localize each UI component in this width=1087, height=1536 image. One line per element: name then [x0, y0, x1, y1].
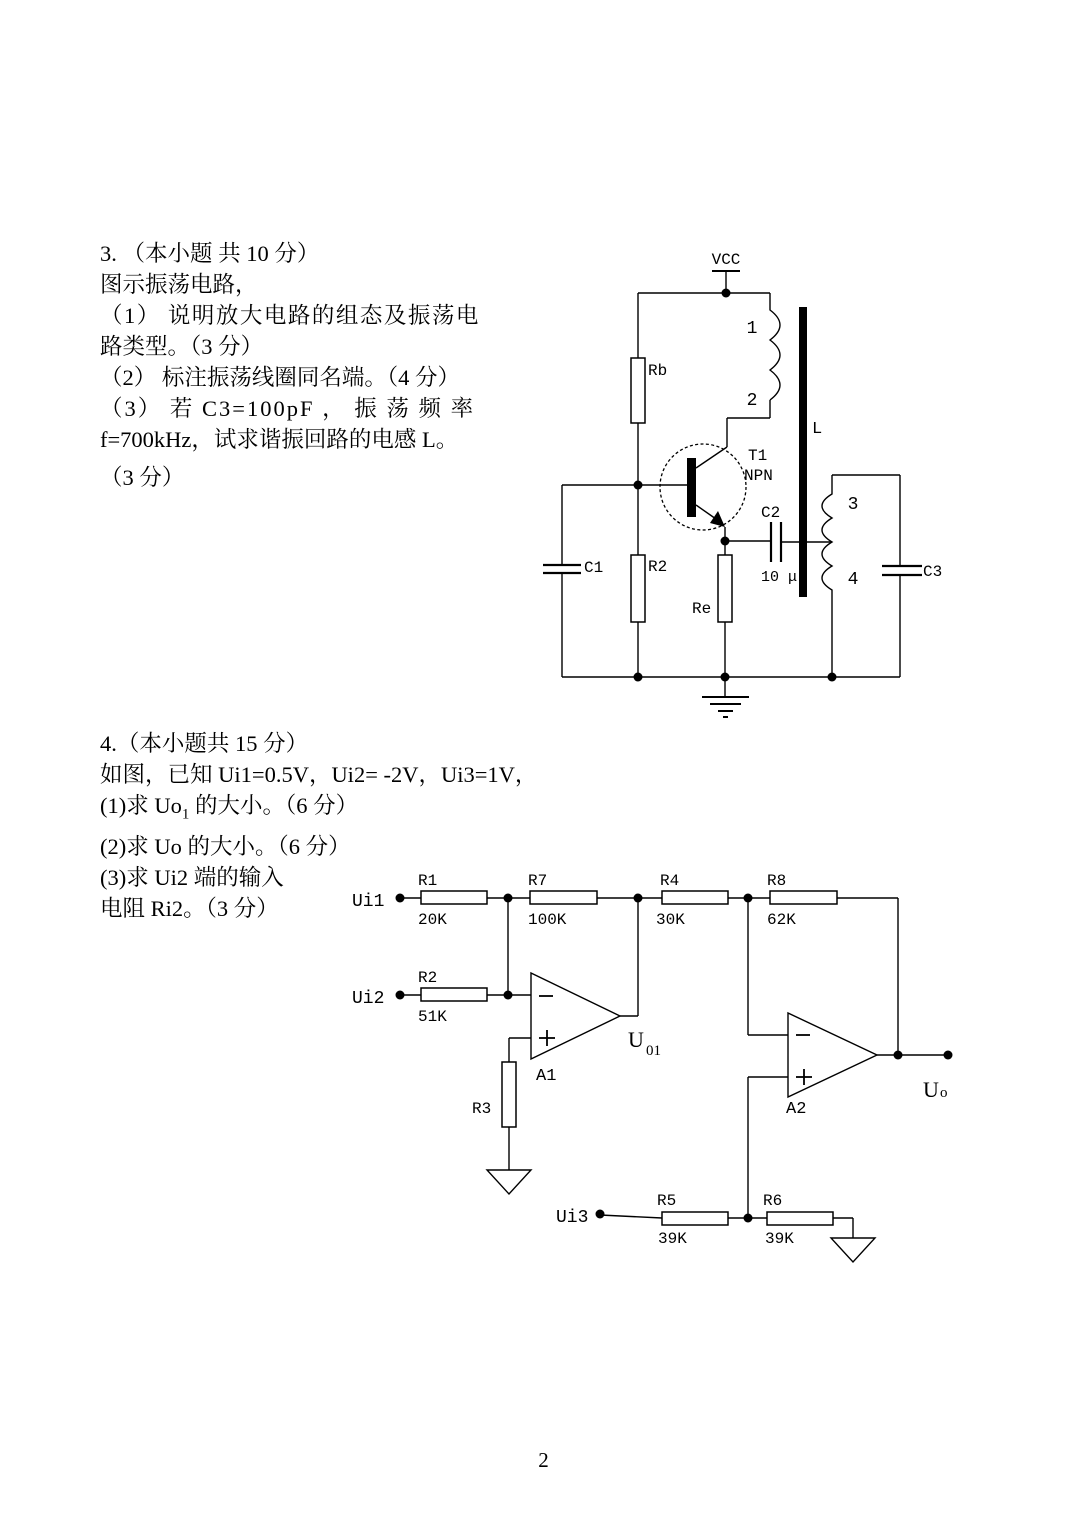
emitter-arrow	[710, 511, 725, 527]
ground-symbol	[831, 1238, 875, 1262]
ui2-terminal	[396, 991, 405, 1000]
q3-line: 3. （本小题 共 10 分）	[100, 241, 320, 266]
r4-label: R4	[660, 872, 680, 890]
r2-value: 51K	[418, 1008, 447, 1026]
coil-terminal-1-label: 1	[746, 319, 758, 339]
rb-label: Rb	[648, 362, 668, 380]
r5-label: R5	[657, 1192, 677, 1210]
c2-label: C2	[761, 504, 781, 522]
q3-line: （1） 说明放大电路的组态及振荡电	[100, 303, 480, 328]
npn-label: NPN	[744, 467, 773, 485]
r5-value: 39K	[658, 1230, 687, 1248]
r3-resistor	[502, 1062, 516, 1127]
q4-uo1-subscript: 1	[181, 806, 190, 823]
uo1-label	[628, 1027, 661, 1059]
q3-line: f=700kHz，试求谐振回路的电感 L。	[100, 427, 459, 452]
q4-line-uo1	[100, 790, 537, 831]
uo-label	[923, 1077, 948, 1102]
r1-resistor	[421, 891, 487, 904]
r6-value: 39K	[765, 1230, 794, 1248]
c3-label: C3	[923, 563, 943, 581]
coil-terminal-2-label: 2	[746, 391, 758, 411]
coil-terminal-3-label: 3	[847, 495, 859, 515]
q3-line: （3 分）	[100, 465, 185, 490]
q4-uo1-pre: (1)求 Uo	[100, 793, 182, 818]
q4-uo1-post: 的大小。（6 分）	[189, 793, 359, 818]
q3-line: （3） 若 C3=100pF ， 振 荡 频 率	[100, 396, 476, 421]
opamp-circuit-diagram	[340, 855, 990, 1285]
ui2-label: Ui2	[352, 989, 385, 1009]
r5-resistor	[662, 1212, 728, 1225]
r8-label: R8	[767, 872, 787, 890]
c1-label: C1	[584, 559, 604, 577]
q4-line: 如图，已知 Ui1=0.5V，Ui2= -2V，Ui3=1V，	[100, 762, 538, 787]
q4-line: 4.（本小题共 15 分）	[100, 731, 309, 756]
q4-line: (3)求 Ui2 端的输入	[100, 864, 284, 890]
a1-label: A1	[536, 1067, 557, 1086]
r7-label: R7	[528, 872, 548, 890]
t1-label: T1	[748, 447, 768, 465]
r6-resistor	[767, 1212, 833, 1225]
ui1-terminal	[396, 894, 405, 903]
c1-capacitor	[543, 565, 581, 573]
transformer-core	[799, 307, 807, 597]
vcc-label: VCC	[711, 251, 741, 269]
oscillator-circuit-diagram	[530, 245, 960, 730]
q3-line: （2） 标注振荡线圈同名端。（4 分）	[100, 365, 461, 390]
r6-label: R6	[763, 1192, 783, 1210]
ground-symbol	[487, 1170, 531, 1194]
a2-label: A2	[786, 1100, 807, 1119]
primary-coil	[770, 293, 780, 400]
question-3-text	[100, 238, 480, 493]
q3-line: 图示振荡电路，	[100, 272, 258, 297]
r8-value: 62K	[767, 911, 796, 929]
r2-resistor	[421, 988, 487, 1001]
r2-resistor	[631, 555, 645, 622]
svg-text:U: U	[628, 1027, 644, 1052]
ui3-terminal	[596, 1210, 605, 1219]
r7-resistor	[530, 891, 597, 904]
r4-value: 30K	[656, 911, 685, 929]
r4-resistor	[662, 891, 728, 904]
wires	[400, 898, 948, 1238]
transistor-base-bar	[687, 458, 696, 517]
q4-line: 电阻 Ri2。（3 分）	[100, 895, 279, 921]
svg-text:U: U	[923, 1077, 939, 1102]
svg-text:01: 01	[646, 1043, 661, 1059]
svg-text:o: o	[940, 1085, 948, 1101]
t1-transistor	[660, 444, 746, 530]
q4-line: (2)求 Uo 的大小。（6 分）	[100, 833, 351, 859]
r2-label: R2	[418, 969, 438, 987]
c2-capacitor	[771, 522, 781, 562]
a1-opamp	[531, 973, 620, 1059]
ui1-label: Ui1	[352, 892, 385, 912]
r8-resistor	[770, 891, 837, 904]
q3-line: 路类型。（3 分）	[100, 334, 264, 359]
coil-terminal-4-label: 4	[847, 570, 859, 590]
r3-label: R3	[472, 1100, 492, 1118]
c3-capacitor	[882, 566, 922, 575]
inductor-l-label: L	[812, 420, 823, 439]
ui3-label: Ui3	[556, 1208, 589, 1228]
r1-label: R1	[418, 872, 438, 890]
r2-label: R2	[648, 558, 668, 576]
re-label: Re	[692, 600, 712, 618]
a2-opamp	[788, 1013, 877, 1097]
page-number: 2	[538, 1448, 549, 1472]
c2-value-label: 10 μ	[761, 569, 798, 586]
ground-symbol	[702, 677, 749, 717]
r7-value: 100K	[528, 911, 567, 929]
rb-resistor	[631, 358, 645, 423]
re-resistor	[718, 555, 732, 622]
uo-terminal	[944, 1051, 953, 1060]
r1-value: 20K	[418, 911, 447, 929]
secondary-coil	[822, 475, 832, 677]
